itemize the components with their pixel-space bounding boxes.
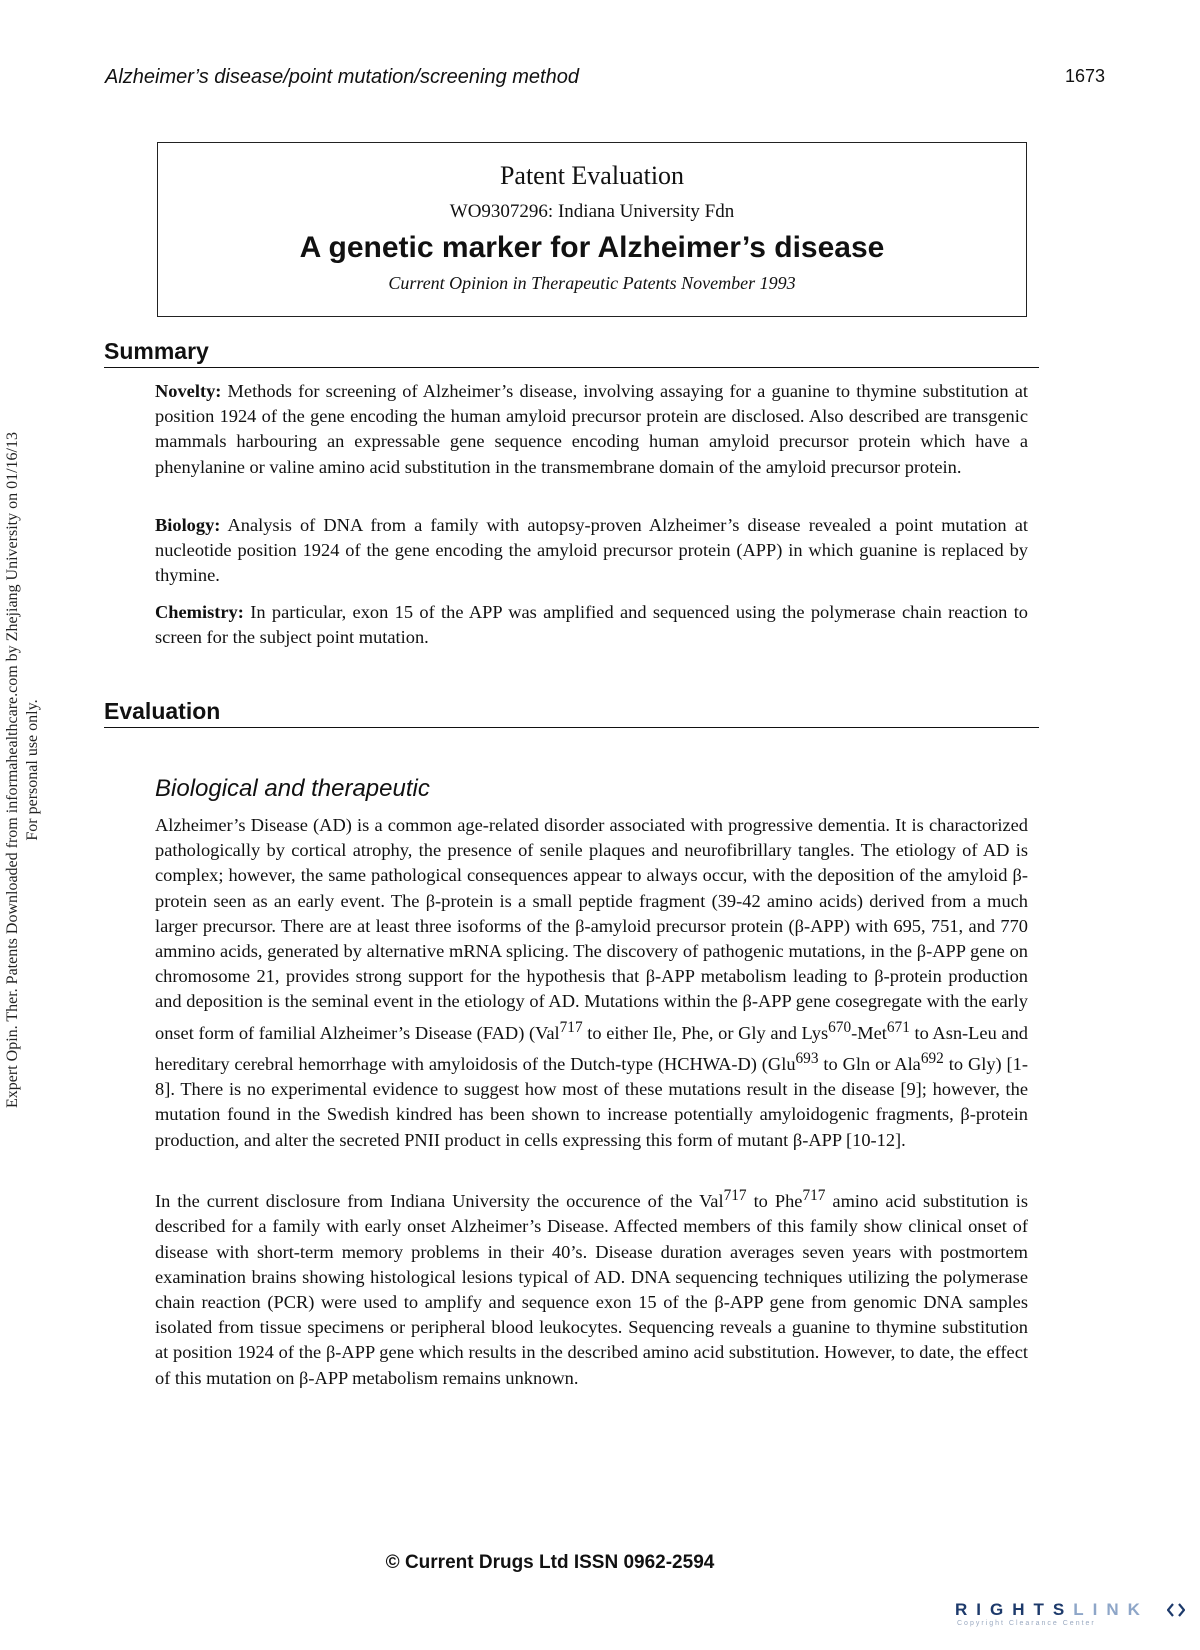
evaluation-heading: Evaluation xyxy=(104,698,1039,728)
running-title: Alzheimer’s disease/point mutation/screening method xyxy=(105,66,579,88)
p1-sup-2: 670 xyxy=(828,1018,852,1036)
evaluation-paragraph-2 xyxy=(155,1183,1028,1391)
rightslink-wordmark xyxy=(955,1600,1149,1619)
p1-text-a: Alzheimer’s Disease (AD) is a common age-related disorder associated with progressive dementia. It is charactorized pathologically by cortical atrophy, the presence of senile plaques and neurofibrillary tangles. The etiology of AD is complex; however, the same pathological consequences appear to always occur, with the deposition of the amyloid β-protein seen as an early event. The β-protein is a small peptide fragment (39-42 amino acids) derived from a much larger precursor. There are at least three isoforms of the β-amyloid precursor protein (β-APP) with 695, 751, and 770 ammino acids, generated by alternative mRNA splicing. The discovery of pathogenic mutations, in the β-APP gene on chromosome 21, provides strong support for the hypothesis that β-APP metabolism leading to β-protein production and deposition is the seminal event in the etiology of AD. Mutations within the β-APP gene cosegregate with the early onset form of familial Alzheimer’s Disease (FAD) (Val xyxy=(155,815,1028,1043)
download-notice-line2: For personal use only. xyxy=(24,699,41,841)
patent-evaluation-box xyxy=(157,142,1027,317)
rightslink-tagline: Copyright Clearance Center xyxy=(957,1620,1096,1627)
p1-text-f: to Gly) [1-8]. There is no experimental evidence to suggest how most of these mutations result in the disease [9]; however, the mutation found in the Swedish kindred has been shown to increase potentially amyloidogenic fragments, β-protein production, and alter the secreted PNII product in cells expressing this form of mutant β-APP [10-12]. xyxy=(155,1054,1028,1150)
rightslink-rights: RIGHTS xyxy=(955,1600,1074,1619)
p2-sup-2: 717 xyxy=(802,1187,826,1204)
p1-text-d: to Asn-Leu and hereditary cerebral hemorrhage with amyloidosis of the Dutch-type (HCHWA-D) (Glu xyxy=(155,1022,1028,1075)
chemistry-paragraph xyxy=(155,600,1028,650)
biological-therapeutic-subheading: Biological and therapeutic xyxy=(155,775,430,802)
novelty-text: Methods for screening of Alzheimer’s disease, involving assaying for a guanine to thymine substitution at position 1924 of the gene encoding the human amyloid precursor protein are disclosed. Also described are transgenic mammals harbouring an expressable gene sequence encoding human amyloid precursor protein which have a phenylanine or valine amino acid substitution in the transmembrane domain of the amyloid precursor protein. xyxy=(155,381,1028,477)
p1-sup-1: 717 xyxy=(559,1018,583,1036)
running-head xyxy=(105,66,1105,96)
copyright-footer: © Current Drugs Ltd ISSN 0962-2594 xyxy=(385,1552,715,1573)
evaluation-paragraph-1 xyxy=(155,813,1028,1153)
p1-text-c: -Met xyxy=(851,1022,887,1043)
novelty-label: Novelty: xyxy=(155,381,222,401)
download-notice xyxy=(3,330,63,1210)
chemistry-label: Chemistry: xyxy=(155,602,244,622)
summary-heading: Summary xyxy=(104,338,1039,368)
patent-number: WO9307296: Indiana University Fdn xyxy=(449,201,735,222)
rightslink-arrow-icon xyxy=(1167,1601,1185,1619)
chemistry-text: In particular, exon 15 of the APP was amplified and sequenced using the polymerase chain reaction to screen for the subject point mutation. xyxy=(155,602,1028,648)
article-title: A genetic marker for Alzheimer’s disease xyxy=(299,231,885,264)
p1-sup-3: 671 xyxy=(886,1018,910,1036)
biology-label: Biology: xyxy=(155,515,221,535)
biology-text: Analysis of DNA from a family with autopsy-proven Alzheimer’s disease revealed a point mutation at nucleotide position 1924 of the gene encoding the amyloid precursor protein (APP) in which guanine is replaced by thymine. xyxy=(155,515,1028,586)
p2-text-b: to Phe xyxy=(746,1191,803,1212)
p2-text-c: amino acid substitution is described for a family with early onset Alzheimer’s Disease. Affected members of this family show clinical onset of disease with short-term memory problems in their 40’s. Disease duration averages seven years with postmortem examination brains showing histological lesions typical of AD. DNA sequencing techniques utilizing the polymerase chain reaction (PCR) were used to amplify and sequence exon 15 of the β-APP gene from genomic DNA samples isolated from tissue specimens or peripheral blood leukocytes. Sequencing reveals a guanine to thymine substitution at position 1924 of the β-APP gene which results in the described amino acid substitution. However, to date, the effect of this mutation on β-APP metabolism remains unknown. xyxy=(155,1191,1029,1388)
rightslink-link: LINK xyxy=(1073,1600,1149,1619)
p1-sup-4: 693 xyxy=(795,1049,819,1067)
journal-source: Current Opinion in Therapeutic Patents November 1993 xyxy=(388,273,796,293)
biology-paragraph xyxy=(155,513,1028,589)
p2-sup-1: 717 xyxy=(723,1187,747,1204)
novelty-paragraph xyxy=(155,379,1028,480)
download-notice-line1: Expert Opin. Ther. Patents Downloaded from informahealthcare.com by Zhejiang University on 01/16/13 xyxy=(4,432,21,1108)
rightslink-logo[interactable] xyxy=(955,1600,1185,1636)
box-heading: Patent Evaluation xyxy=(499,161,685,190)
p1-text-e: to Gln or Ala xyxy=(818,1054,921,1075)
p1-text-b: to either Ile, Phe, or Gly and Lys xyxy=(582,1022,829,1043)
p2-text-a: In the current disclosure from Indiana University the occurence of the Val xyxy=(155,1191,724,1212)
p1-sup-5: 692 xyxy=(920,1049,944,1067)
page-number: 1673 xyxy=(1064,66,1105,86)
